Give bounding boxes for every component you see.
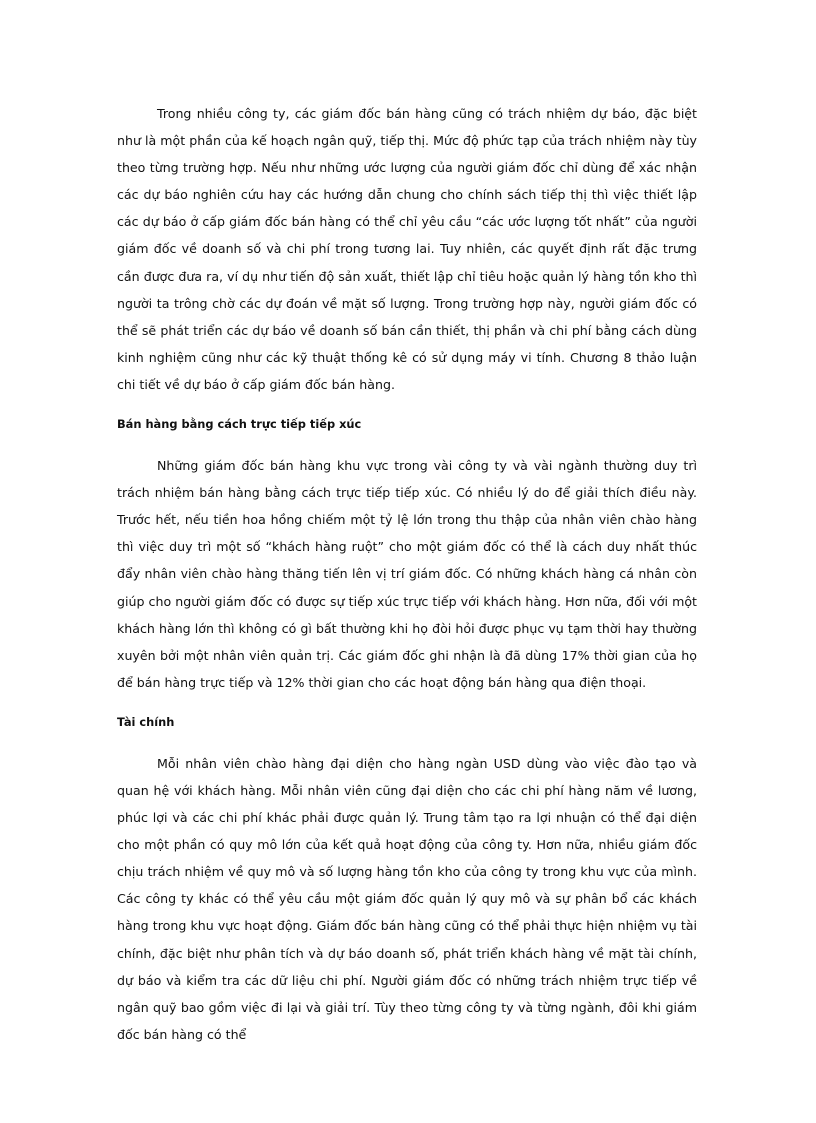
paragraph-finance: Mỗi nhân viên chào hàng đại diện cho hàng ngàn USD dùng vào việc đào tạo và quan hệ với khách hàng. Mỗi nhân viên cũng đại diện cho các chi phí hàng năm về lương, phúc lợi và các chi phí khác phải được quản lý. Trung tâm tạo ra lợi nhuận có thể đại diện cho một phần có quy mô lớn của kết quả hoạt động của công ty. Hơn nữa, nhiều giám đốc chịu trách nhiệm về quy mô và số lượng hàng tồn kho của công ty trong khu vực của mình. Các công ty khác có thể yêu cầu một giám đốc quản lý quy mô và sự phân bổ các khách hàng trong khu vực hoạt động. Giám đốc bán hàng cũng có thể phải thực hiện nhiệm vụ tài chính, đặc biệt như phân tích và dự báo doanh số, phát triển khách hàng về mặt tài chính, dự báo và kiểm tra các dữ liệu chi phí. Người giám đốc có những trách nhiệm trực tiếp về ngân quỹ bao gồm việc đi lại và giải trí. Tùy theo từng công ty và từng ngành, đôi khi giám đốc bán hàng có thể bbox=[117, 755, 697, 1042]
section-heading-direct-selling: Bán hàng bằng cách trực tiếp tiếp xúc bbox=[117, 417, 362, 432]
document-page bbox=[117, 100, 697, 1048]
section-heading-finance: Tài chính bbox=[117, 714, 175, 729]
paragraph-direct-selling: Những giám đốc bán hàng khu vực trong vài công ty và vài ngành thường duy trì trách nhiệm bán hàng bằng cách trực tiếp tiếp xúc. Có nhiều lý do để giải thích điều này. Trước hết, nếu tiền hoa hồng chiếm một tỷ lệ lớn trong thu thập của nhân viên chào hàng thì việc duy trì một số “khách hàng ruột” cho một giám đốc có thể là cách duy nhất thúc đẩy nhân viên chào hàng thăng tiến lên vị trí giám đốc. Có những khách hàng cá nhân còn giúp cho người giám đốc có được sự tiếp xúc trực tiếp với khách hàng. Hơn nữa, đối với một khách hàng lớn thì không có gì bất thường khi họ đòi hỏi được phục vụ tạm thời hay thường xuyên bởi một nhân viên quản trị. Các giám đốc ghi nhận là đã dùng 17% thời gian của họ để bán hàng trực tiếp và 12% thời gian cho các hoạt động bán hàng qua điện thoại. bbox=[117, 458, 697, 690]
paragraph-forecasting: Trong nhiều công ty, các giám đốc bán hàng cũng có trách nhiệm dự báo, đặc biệt như là một phần của kế hoạch ngân quỹ, tiếp thị. Mức độ phức tạp của trách nhiệm này tùy theo từng trường hợp. Nếu như những ước lượng của người giám đốc chỉ dùng để xác nhận các dự báo nghiên cứu hay các hướng dẫn chung cho chính sách tiếp thị thì việc thiết lập các dự báo ở cấp giám đốc bán hàng có thể chỉ yêu cầu “các ước lượng tốt nhất” của người giám đốc về doanh số và chi phí trong tương lai. Tuy nhiên, các quyết định rất đặc trưng cần được đưa ra, ví dụ như tiến độ sản xuất, thiết lập chỉ tiêu hoặc quản lý hàng tồn kho thì người ta trông chờ các dự đoán về mặt số lượng. Trong trường hợp này, người giám đốc có thể sẽ phát triển các dự báo về doanh số bán cần thiết, thị phần và chi phí bằng cách dùng kinh nghiệm cũng như các kỹ thuật thống kê có sử dụng máy vi tính. Chương 8 thảo luận chi tiết về dự báo ở cấp giám đốc bán hàng. bbox=[117, 106, 697, 392]
